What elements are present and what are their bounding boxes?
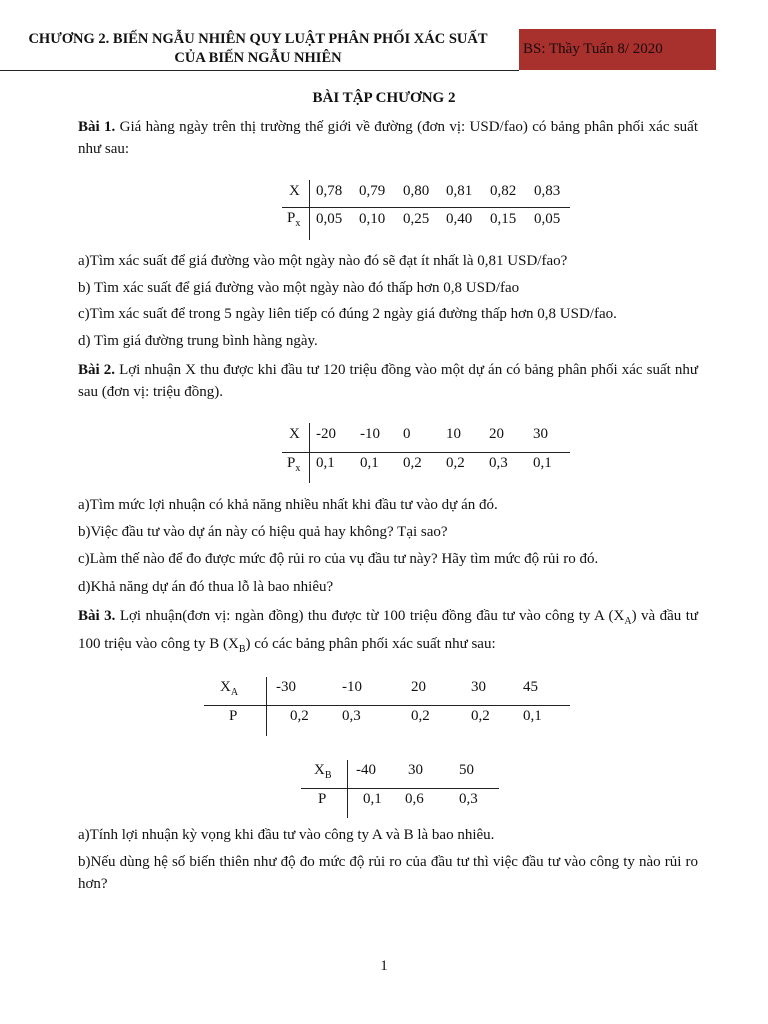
bai2-x-value: -10 bbox=[360, 426, 380, 442]
bai1-intro-text: Giá hàng ngày trên thị trường thế giới về đường (đơn vị: USD/fao) có bảng phân phối xác suất như sau: bbox=[78, 119, 698, 157]
bai3a-p-value: 0,2 bbox=[411, 708, 430, 724]
bai2-p-value: 0,1 bbox=[360, 455, 379, 471]
bai2-p-value: 0,1 bbox=[533, 455, 552, 471]
bai1-table-vline bbox=[309, 180, 310, 240]
bai2-intro-text: Lợi nhuận X thu được khi đầu tư 120 triệu đồng vào một dự án có bảng phân phối xác suất như sau (đơn vị: triệu đồng). bbox=[78, 362, 698, 400]
bai1-x-label: X bbox=[289, 183, 300, 199]
bai2-x-value: -20 bbox=[316, 426, 336, 442]
bai3b-x-label: $X_B$ bbox=[314, 762, 332, 781]
bai1-p-value: 0,40 bbox=[446, 211, 473, 227]
bai1-question-a: a)Tìm xác suất để giá đường vào một ngày nào đó sẽ đạt ít nhất là 0,81 USD/fao? bbox=[78, 253, 568, 269]
bai3a-p-value: 0,2 bbox=[290, 708, 309, 724]
bai3a-p-value: 0,1 bbox=[523, 708, 542, 724]
bai2-p-label: $P_x$ bbox=[287, 455, 301, 474]
bai1-p-value: 0,05 bbox=[316, 211, 343, 227]
bai1-p-value: 0,25 bbox=[403, 211, 430, 227]
bai3a-p-value: 0,3 bbox=[342, 708, 361, 724]
bai1-p-value: 0,15 bbox=[490, 211, 517, 227]
header-title-line1: CHƯƠNG 2. BIẾN NGẪU NHIÊN QUY LUẬT PHÂN PHỐI XÁC SUẤT bbox=[28, 31, 488, 47]
bai2-question-d: d)Khả năng dự án đó thua lỗ là bao nhiêu? bbox=[78, 579, 334, 595]
bai1-x-value: 0,81 bbox=[446, 183, 473, 199]
bai1-x-value: 0,79 bbox=[359, 183, 386, 199]
bai3-question-a: a)Tính lợi nhuận kỳ vọng khi đầu tư vào công ty A và B là bao nhiêu. bbox=[78, 827, 495, 843]
bai2-x-value: 0 bbox=[403, 426, 411, 442]
bai3-question-b: b)Nếu dùng hệ số biến thiên như độ đo mức độ rủi ro của đầu tư thì việc đầu tư vào công ty nào rủi ro hơn? bbox=[78, 854, 698, 892]
header-rule bbox=[0, 70, 519, 71]
bai2-table-vline bbox=[309, 423, 310, 483]
bai3a-x-value: 30 bbox=[471, 679, 486, 695]
bai3a-p-label: P bbox=[229, 708, 238, 724]
bai1-x-value: 0,78 bbox=[316, 183, 343, 199]
bai3b-p-label: P bbox=[318, 791, 327, 807]
bai2-x-label: X bbox=[289, 426, 300, 442]
bai1-question-c: c)Tìm xác suất để trong 5 ngày liên tiếp có đúng 2 ngày giá đường thấp hơn 0,8 USD/fao. bbox=[78, 306, 617, 322]
bai1-p-value: 0,05 bbox=[534, 211, 561, 227]
bai3b-table-hline bbox=[301, 788, 499, 789]
header-title-line2: CỦA BIẾN NGẪU NHIÊN bbox=[174, 50, 342, 66]
bai3-label: Bài 3. bbox=[78, 608, 116, 624]
bai1-x-value: 0,82 bbox=[490, 183, 517, 199]
bai2-p-value: 0,2 bbox=[446, 455, 465, 471]
bai2-question-a: a)Tìm mức lợi nhuận có khả năng nhiều nhất khi đầu tư vào dự án đó. bbox=[78, 497, 498, 513]
bai2-question-b: b)Việc đầu tư vào dự án này có hiệu quả hay không? Tại sao? bbox=[78, 524, 448, 540]
bai3b-p-value: 0,6 bbox=[405, 791, 424, 807]
bai1-x-value: 0,83 bbox=[534, 183, 561, 199]
bai1-p-value: 0,10 bbox=[359, 211, 386, 227]
bai1-question-d: d) Tìm giá đường trung bình hàng ngày. bbox=[78, 333, 318, 349]
bai2-x-value: 30 bbox=[533, 426, 548, 442]
bai1-question-b: b) Tìm xác suất để giá đường vào một ngày nào đó thấp hơn 0,8 USD/fao bbox=[78, 280, 520, 296]
bai2-question-c: c)Làm thế nào để đo được mức độ rủi ro của vụ đầu tư này? Hãy tìm mức độ rủi ro đó. bbox=[78, 551, 599, 567]
bai1-table-hline bbox=[282, 207, 570, 208]
bai3a-x-label: $X_A$ bbox=[220, 679, 239, 698]
bai2-x-value: 10 bbox=[446, 426, 461, 442]
bai3b-x-value: 30 bbox=[408, 762, 423, 778]
bai3b-x-value: -40 bbox=[356, 762, 376, 778]
bai1-label: Bài 1. bbox=[78, 119, 116, 135]
bai3a-p-value: 0,2 bbox=[471, 708, 490, 724]
bai3b-p-value: 0,3 bbox=[459, 791, 478, 807]
bai1-x-value: 0,80 bbox=[403, 183, 430, 199]
bai1-p-label: $P_x$ bbox=[287, 210, 301, 229]
bai2-table-hline bbox=[282, 452, 570, 453]
bai3a-x-value: -30 bbox=[276, 679, 296, 695]
bai3a-table-hline bbox=[204, 705, 570, 706]
bai3b-x-value: 50 bbox=[459, 762, 474, 778]
bai3-intro: Bài 3. Lợi nhuận(đơn vị: ngàn đồng) thu được từ 100 triệu đồng đầu tư vào công ty A $(X_A)$ và đầu tư 100 triệu vào công ty B $(X_B)$ có các bảng phân phối xác suất như sau: bbox=[78, 608, 699, 655]
bai2-intro bbox=[78, 359, 698, 403]
bai3a-table-vline bbox=[266, 677, 267, 736]
header-author-box: BS: Thầy Tuấn 8/ 2020 bbox=[519, 29, 716, 70]
bai2-label: Bài 2. bbox=[78, 362, 115, 378]
bai3b-table-vline bbox=[347, 760, 348, 818]
bai3a-x-value: 20 bbox=[411, 679, 426, 695]
page-title: BÀI TẬP CHƯƠNG 2 bbox=[312, 90, 456, 106]
bai3a-x-value: 45 bbox=[523, 679, 538, 695]
header-title bbox=[8, 30, 508, 68]
bai1-intro bbox=[78, 116, 698, 160]
bai2-p-value: 0,3 bbox=[489, 455, 508, 471]
bai2-x-value: 20 bbox=[489, 426, 504, 442]
bai3a-x-value: -10 bbox=[342, 679, 362, 695]
page-number: 1 bbox=[380, 958, 388, 974]
bai2-p-value: 0,2 bbox=[403, 455, 422, 471]
bai3b-p-value: 0,1 bbox=[363, 791, 382, 807]
bai2-p-value: 0,1 bbox=[316, 455, 335, 471]
